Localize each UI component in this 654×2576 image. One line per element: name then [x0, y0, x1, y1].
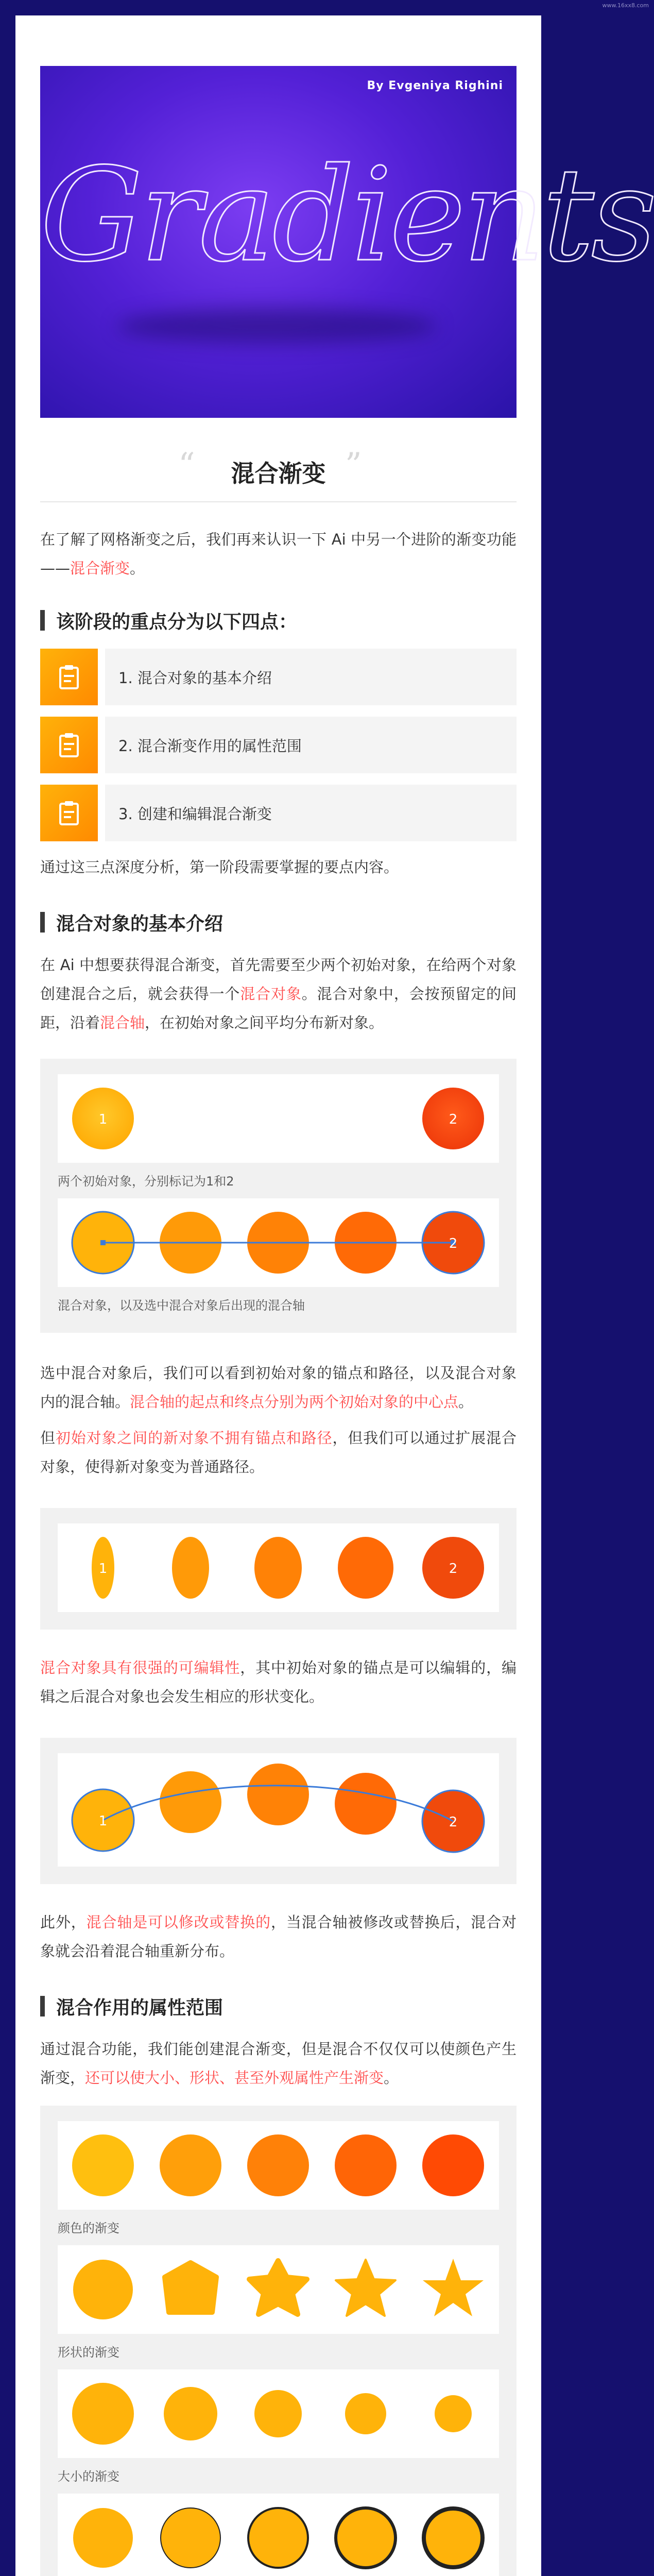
curved-axis-card [58, 1753, 499, 1867]
heading-bar [40, 1996, 45, 2016]
text-highlight: 初始对象之间的新对象不拥有锚点和路径 [55, 1429, 333, 1447]
object-label-1: 1 [98, 1561, 108, 1577]
panel-caption: 大小的渐变 [58, 2469, 119, 2484]
stroke-step-4 [336, 2508, 395, 2568]
size-step-3 [254, 2390, 302, 2437]
text-highlight: 混合对象 [240, 985, 302, 1003]
intro-paragraph [40, 525, 517, 583]
color-step-1 [72, 2134, 134, 2196]
panel-caption: 混合对象，以及选中混合对象后出现的混合轴 [58, 1298, 305, 1313]
heading-bar [40, 610, 45, 631]
text-highlight: 混合轴 [100, 1014, 145, 1031]
stroke-step-1 [73, 2508, 133, 2568]
size-step-2 [164, 2387, 217, 2441]
text-highlight: 混合对象具有很强的可编辑性 [40, 1659, 240, 1676]
expanded-blend-card [58, 1523, 499, 1612]
attributes-panel [40, 2106, 517, 2576]
object-label-2: 2 [449, 1815, 458, 1830]
expanded-step-2 [172, 1537, 209, 1599]
hero-author: By Evgeniya Righini [367, 79, 503, 92]
color-step-3 [247, 2134, 309, 2196]
title-divider [40, 501, 517, 502]
initial-objects-card [58, 1074, 499, 1163]
object-label-1: 1 [98, 1814, 108, 1829]
object-label-2: 2 [449, 1561, 458, 1577]
curved-step-3 [247, 1764, 309, 1825]
intro-text: 在了解了网格渐变之后，我们再来认识一下 Ai 中另一个进阶的渐变功能—— [40, 531, 517, 577]
step-label: 2. 混合渐变作用的属性范围 [105, 717, 517, 773]
section1-para3 [40, 1423, 517, 1481]
section1-para4 [40, 1653, 517, 1711]
text-run: 选中混合对象后，我们可以看到初始对象的锚点和路径，以及混合对象内的混合轴。 [40, 1364, 517, 1411]
main-title: 混合渐变 [231, 460, 326, 487]
object-label-1: 1 [98, 1112, 108, 1127]
section1-para1 [40, 951, 517, 1037]
axis-anchor-start [100, 1240, 106, 1245]
text-run: ，当混合轴被修改或替换后，混合对象就会沿着混合轴重新分布。 [40, 1913, 517, 1960]
size-step-4 [345, 2393, 386, 2434]
section2-heading-text: 混合作用的属性范围 [56, 1997, 223, 2019]
stages-heading [40, 604, 517, 636]
shape-soft-star [336, 2260, 395, 2316]
color-blend-svg [58, 2121, 499, 2210]
expanded-step-3 [254, 1537, 302, 1599]
intro-text-end: 。 [130, 560, 145, 577]
step-item [40, 649, 517, 705]
stroke-step-3 [248, 2508, 308, 2568]
size-step-1 [72, 2383, 134, 2445]
panel-caption: 形状的渐变 [58, 2345, 119, 2360]
hero-title: Gradients [40, 140, 654, 290]
section1-heading [40, 906, 517, 938]
section1-para5 [40, 1908, 517, 1965]
step-label: 3. 创建和编辑混合渐变 [105, 785, 517, 841]
hero-shadow [117, 308, 437, 344]
section1-heading-text: 混合对象的基本介绍 [56, 913, 223, 935]
color-blend-card [58, 2121, 499, 2210]
panel-caption: 两个初始对象，分别标记为1和2 [58, 1174, 234, 1189]
intro-highlight: 混合渐变 [70, 560, 130, 577]
text-run: 此外， [40, 1913, 87, 1931]
stages-heading-text: 该阶段的重点分为以下四点： [56, 611, 298, 633]
text-highlight: 混合轴的起点和终点分别为两个初始对象的中心点 [130, 1393, 459, 1411]
blend-basic-panel [40, 1059, 517, 1333]
curved-step-4 [335, 1773, 397, 1835]
object-label-2: 2 [449, 1112, 458, 1127]
color-step-4 [335, 2134, 397, 2196]
shape-pentagon [165, 2263, 216, 2312]
text-run: 但 [40, 1429, 56, 1447]
hero-banner [40, 66, 654, 418]
panel-caption: 颜色的渐变 [58, 2221, 119, 2235]
steps-summary: 通过这三点深度分析，第一阶段需要掌握的要点内容。 [40, 858, 399, 876]
section2-heading [40, 1990, 517, 2022]
shape-rounded-star [249, 2261, 307, 2314]
article-page [15, 15, 654, 2576]
stroke-step-2 [161, 2508, 220, 2568]
text-run: 。混合对象中，会按预留定的间距，沿着 [40, 985, 517, 1031]
size-blend-card [58, 2369, 499, 2458]
text-run: ，其中初始对象的锚点是可以编辑的，编辑之后混合对象也会发生相应的形状变化。 [40, 1659, 517, 1705]
clipboard-icon [40, 717, 98, 773]
close-quote-icon: ” [345, 446, 362, 484]
open-quote-icon: “ [178, 446, 195, 484]
stroke-step-5 [424, 2509, 483, 2567]
watermark: www.16xx8.com [602, 2, 649, 9]
text-run: ，在初始对象之间平均分布新对象。 [145, 1014, 384, 1031]
text-run: 。 [458, 1393, 474, 1411]
text-run: 通过混合功能，我们能创建混合渐变，但是混合不仅仅可以使颜色产生渐变， [40, 2040, 517, 2087]
section2-para1 [40, 2035, 517, 2092]
clipboard-icon [40, 649, 98, 705]
curved-axis-panel [40, 1738, 517, 1884]
text-highlight: 混合轴是可以修改或替换的 [86, 1913, 271, 1931]
expanded-step-4 [338, 1537, 393, 1599]
text-highlight: 还可以使大小、形状、甚至外观属性产生渐变 [85, 2069, 384, 2087]
shape-blend-card [58, 2245, 499, 2334]
shape-star [423, 2259, 484, 2316]
curved-step-2 [160, 1771, 221, 1833]
size-step-5 [435, 2395, 472, 2432]
heading-bar [40, 912, 45, 933]
main-title-block [40, 418, 517, 505]
stroke-blend-card [58, 2494, 499, 2576]
steps-list [40, 649, 517, 841]
expanded-blend-panel [40, 1508, 517, 1630]
section1-para2 [40, 1359, 517, 1416]
text-run: 。 [384, 2069, 399, 2087]
blend-axis-card [58, 1198, 499, 1287]
text-run: 在 Ai 中想要获得混合渐变，首先需要至少两个初始对象，在给两个对象创建混合之后，就会获得一个 [40, 956, 517, 1003]
clipboard-icon [40, 785, 98, 841]
object-label-2: 2 [449, 1236, 458, 1251]
step-item [40, 717, 517, 773]
shape-circle [73, 2260, 133, 2319]
step-item [40, 785, 517, 841]
color-step-5 [422, 2134, 484, 2196]
text-run: ，但我们可以通过扩展混合对象，使得新对象变为普通路径。 [40, 1429, 517, 1476]
color-step-2 [160, 2134, 221, 2196]
article-content [40, 66, 654, 2576]
step-label: 1. 混合对象的基本介绍 [105, 649, 517, 705]
